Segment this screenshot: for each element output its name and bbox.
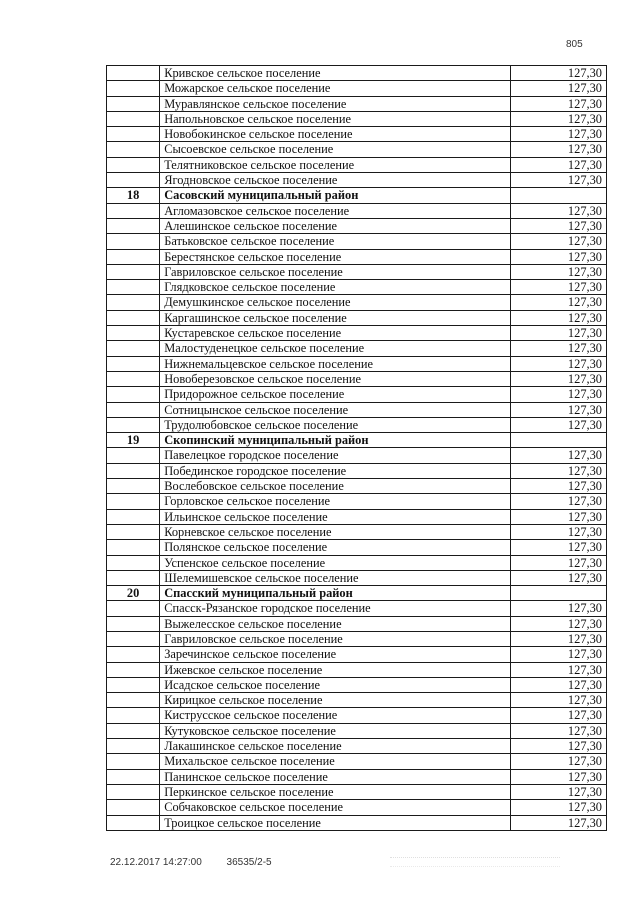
table-row [107,356,607,371]
table-row [107,218,607,233]
row-number-cell [107,127,160,142]
row-number-cell: 18 [107,188,160,203]
row-number-cell [107,647,160,662]
value-cell: 127,30 [510,769,606,784]
row-number-cell [107,723,160,738]
value-cell: 127,30 [510,280,606,295]
table-row [107,494,607,509]
settlement-name-cell: Перкинское сельское поселение [160,784,510,799]
table-row [107,173,607,188]
table-row [107,677,607,692]
value-cell: 127,30 [510,784,606,799]
row-number-cell [107,448,160,463]
settlement-name-cell: Малостуденецкое сельское поселение [160,341,510,356]
row-number-cell [107,616,160,631]
row-number-cell [107,295,160,310]
settlement-name-cell: Сасовский муниципальный район [160,188,510,203]
settlement-name-cell: Алешинское сельское поселение [160,218,510,233]
row-number-cell [107,662,160,677]
value-cell: 127,30 [510,631,606,646]
row-number-cell [107,570,160,585]
value-cell: 127,30 [510,555,606,570]
table-row [107,647,607,662]
row-number-cell [107,66,160,81]
table-row [107,264,607,279]
value-cell: 127,30 [510,96,606,111]
row-number-cell [107,310,160,325]
settlements-table [106,65,607,831]
value-cell: 127,30 [510,540,606,555]
settlement-name-cell: Берестянское сельское поселение [160,249,510,264]
settlement-name-cell: Собчаковское сельское поселение [160,800,510,815]
table-row [107,203,607,218]
row-number-cell [107,402,160,417]
table-row [107,127,607,142]
row-number-cell [107,142,160,157]
row-number-cell [107,601,160,616]
settlement-name-cell: Корневское сельское поселение [160,524,510,539]
value-cell: 127,30 [510,463,606,478]
table-row [107,402,607,417]
value-cell: 127,30 [510,81,606,96]
value-cell: 127,30 [510,356,606,371]
row-number-cell [107,815,160,830]
value-cell: 127,30 [510,616,606,631]
settlement-name-cell: Придорожное сельское поселение [160,387,510,402]
value-cell: 127,30 [510,402,606,417]
faint-scan-mark [390,857,560,867]
row-number-cell [107,371,160,386]
row-number-cell [107,326,160,341]
table-row [107,111,607,126]
row-number-cell [107,555,160,570]
settlement-name-cell: Новобокинское сельское поселение [160,127,510,142]
table-row [107,693,607,708]
value-cell: 127,30 [510,693,606,708]
settlement-name-cell: Батьковское сельское поселение [160,234,510,249]
table-row [107,463,607,478]
table-row [107,708,607,723]
row-number-cell: 19 [107,433,160,448]
row-number-cell [107,754,160,769]
row-number-cell [107,509,160,524]
district-header-row [107,433,607,448]
settlement-name-cell: Успенское сельское поселение [160,555,510,570]
table-row [107,417,607,432]
row-number-cell [107,693,160,708]
row-number-cell [107,417,160,432]
settlement-name-cell: Троицкое сельское поселение [160,815,510,830]
table-row [107,739,607,754]
table-row [107,280,607,295]
value-cell: 127,30 [510,815,606,830]
value-cell: 127,30 [510,448,606,463]
value-cell: 127,30 [510,203,606,218]
row-number-cell [107,479,160,494]
district-header-row [107,188,607,203]
footer [110,857,294,868]
value-cell: 127,30 [510,218,606,233]
value-cell: 127,30 [510,509,606,524]
table-row [107,81,607,96]
row-number-cell [107,387,160,402]
value-cell: 127,30 [510,647,606,662]
settlement-name-cell: Напольновское сельское поселение [160,111,510,126]
value-cell: 127,30 [510,494,606,509]
value-cell: 127,30 [510,310,606,325]
settlement-name-cell: Выжелесское сельское поселение [160,616,510,631]
table-row [107,479,607,494]
table-row [107,723,607,738]
table-row [107,555,607,570]
table-row [107,295,607,310]
value-cell: 127,30 [510,417,606,432]
value-cell: 127,30 [510,800,606,815]
row-number-cell [107,264,160,279]
value-cell: 127,30 [510,173,606,188]
settlement-name-cell: Демушкинское сельское поселение [160,295,510,310]
row-number-cell [107,173,160,188]
row-number-cell [107,203,160,218]
row-number-cell [107,708,160,723]
settlement-name-cell: Панинское сельское поселение [160,769,510,784]
settlement-name-cell: Ильинское сельское поселение [160,509,510,524]
table-row [107,540,607,555]
row-number-cell [107,524,160,539]
table-row [107,754,607,769]
settlement-name-cell: Кустаревское сельское поселение [160,326,510,341]
settlement-name-cell: Нижнемальцевское сельское поселение [160,356,510,371]
value-cell: 127,30 [510,111,606,126]
table-row [107,234,607,249]
row-number-cell [107,280,160,295]
row-number-cell [107,631,160,646]
district-header-row [107,586,607,601]
value-cell: 127,30 [510,387,606,402]
settlement-name-cell: Телятниковское сельское поселение [160,157,510,172]
row-number-cell [107,111,160,126]
table-row [107,142,607,157]
footer-timestamp: 22.12.2017 14:27:00 [110,857,202,868]
settlement-name-cell: Исадское сельское поселение [160,677,510,692]
settlement-name-cell: Трудолюбовское сельское поселение [160,417,510,432]
row-number-cell [107,463,160,478]
settlement-name-cell: Заречинское сельское поселение [160,647,510,662]
value-cell: 127,30 [510,157,606,172]
settlement-name-cell: Гавриловское сельское поселение [160,631,510,646]
table-row [107,249,607,264]
value-cell: 127,30 [510,371,606,386]
settlement-name-cell: Можарское сельское поселение [160,81,510,96]
value-cell: 127,30 [510,234,606,249]
settlement-name-cell: Вослебовское сельское поселение [160,479,510,494]
settlement-name-cell: Шелемишевское сельское поселение [160,570,510,585]
settlement-name-cell: Ижевское сельское поселение [160,662,510,677]
row-number-cell [107,341,160,356]
settlement-name-cell: Побединское городское поселение [160,463,510,478]
settlement-name-cell: Муравлянское сельское поселение [160,96,510,111]
table-row [107,326,607,341]
table-row [107,815,607,830]
table-row [107,96,607,111]
value-cell: 127,30 [510,524,606,539]
settlement-name-cell: Спасск-Рязанское городское поселение [160,601,510,616]
settlement-name-cell: Сотницынское сельское поселение [160,402,510,417]
table-row [107,509,607,524]
row-number-cell [107,96,160,111]
table-row [107,157,607,172]
settlement-name-cell: Каргашинское сельское поселение [160,310,510,325]
row-number-cell: 20 [107,586,160,601]
value-cell: 127,30 [510,295,606,310]
value-cell: 127,30 [510,326,606,341]
value-cell: 127,30 [510,677,606,692]
value-cell: 127,30 [510,754,606,769]
settlement-name-cell: Лакашинское сельское поселение [160,739,510,754]
settlement-name-cell: Кирицкое сельское поселение [160,693,510,708]
settlement-name-cell: Михальское сельское поселение [160,754,510,769]
value-cell [510,433,606,448]
row-number-cell [107,234,160,249]
table-row [107,784,607,799]
value-cell: 127,30 [510,341,606,356]
value-cell: 127,30 [510,142,606,157]
table-body [107,66,607,831]
settlement-name-cell: Горловское сельское поселение [160,494,510,509]
settlement-name-cell: Кривское сельское поселение [160,66,510,81]
table-row [107,570,607,585]
row-number-cell [107,784,160,799]
value-cell: 127,30 [510,264,606,279]
settlement-name-cell: Полянское сельское поселение [160,540,510,555]
settlement-name-cell: Новоберезовское сельское поселение [160,371,510,386]
table-row [107,662,607,677]
table-row [107,310,607,325]
value-cell: 127,30 [510,708,606,723]
settlement-name-cell: Агломазовское сельское поселение [160,203,510,218]
value-cell: 127,30 [510,662,606,677]
row-number-cell [107,494,160,509]
settlement-name-cell: Скопинский муниципальный район [160,433,510,448]
table-row [107,341,607,356]
table-row [107,524,607,539]
table-row [107,448,607,463]
value-cell: 127,30 [510,479,606,494]
value-cell: 127,30 [510,66,606,81]
row-number-cell [107,81,160,96]
row-number-cell [107,356,160,371]
row-number-cell [107,218,160,233]
table-row [107,371,607,386]
table-row [107,616,607,631]
settlement-name-cell: Кутуковское сельское поселение [160,723,510,738]
row-number-cell [107,677,160,692]
table-row [107,66,607,81]
value-cell [510,586,606,601]
value-cell: 127,30 [510,601,606,616]
value-cell: 127,30 [510,739,606,754]
settlement-name-cell: Павелецкое городское поселение [160,448,510,463]
table-row [107,601,607,616]
settlement-name-cell: Киструсское сельское поселение [160,708,510,723]
table-row [107,800,607,815]
settlement-name-cell: Сысоевское сельское поселение [160,142,510,157]
row-number-cell [107,769,160,784]
row-number-cell [107,157,160,172]
settlement-name-cell: Гавриловское сельское поселение [160,264,510,279]
value-cell: 127,30 [510,127,606,142]
value-cell: 127,30 [510,570,606,585]
table-row [107,387,607,402]
row-number-cell [107,800,160,815]
table-row [107,769,607,784]
table-row [107,631,607,646]
row-number-cell [107,249,160,264]
value-cell: 127,30 [510,723,606,738]
settlement-name-cell: Ягодновское сельское поселение [160,173,510,188]
settlement-name-cell: Спасский муниципальный район [160,586,510,601]
page-number: 805 [566,39,583,50]
row-number-cell [107,739,160,754]
settlement-name-cell: Глядковское сельское поселение [160,280,510,295]
value-cell: 127,30 [510,249,606,264]
value-cell [510,188,606,203]
footer-doc-id: 36535/2-5 [226,857,272,868]
row-number-cell [107,540,160,555]
